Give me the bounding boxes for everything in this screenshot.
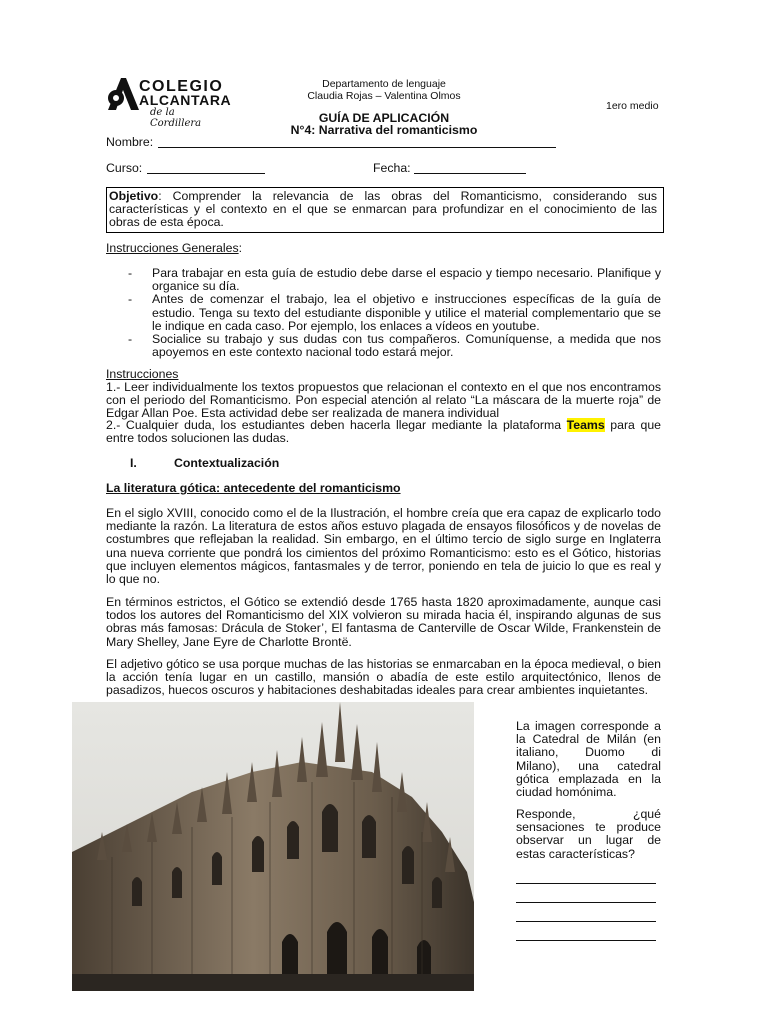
answer-line-3[interactable] [516, 921, 656, 922]
list-item-text: Antes de comenzar el trabajo, lea el objetivo e instrucciones específicas de la guía de estudio. Tenga su texto del estudiante disponible y utilice el material complementario que se le indique en cada caso. Por ejemplo, los enlaces a vídeos en youtube. [152, 292, 661, 333]
guide-title: GUÍA DE APLICACIÓN [318, 111, 450, 125]
level-label: 1ero medio [606, 100, 659, 112]
article-paragraph-1: En el siglo XVIII, conocido como el de la Ilustración, el hombre creía que era capaz de explicarlo todo mediante la razón. La literatura de estos años estuvo plagada de ensayos filosóficos y de novelas de costumbres que reflejaban la realidad. Sin embargo, en el último tercio de siglo surge en Inglaterra una nueva corriente que pondrá los cimientos del próximo Romanticismo: esto es el Gótico, historias que incluyen elementos mágicos, fantasmales y de terror, poniendo en tela de juicio lo que es real y lo que no. [106, 506, 661, 587]
instruction-2 [106, 419, 661, 445]
question-text: Responde, ¿qué sensaciones te produce observar un lugar de estas características? [516, 807, 661, 861]
objective-label: Objetivo [109, 189, 159, 203]
logo-line-3: de la Cordillera [150, 107, 202, 129]
logo-line-2: ALCANTARA [139, 92, 232, 108]
teams-highlight: Teams [566, 418, 605, 432]
answer-line-1[interactable] [516, 883, 656, 884]
logo-mark-icon [106, 76, 140, 112]
course-field[interactable] [147, 173, 265, 174]
article-paragraph-3: El adjetivo gótico se usa porque muchas de las historias se enmarcaban en la época medieval, o bien la acción tenía lugar en un castillo, mansión o abadía de este estilo arquitectónico, llenos de pasadizos, huecos oscuros y habitaciones deshabitadas ideales para crear ambientes inquietantes. [106, 657, 661, 698]
general-instructions-list [106, 267, 661, 359]
cathedral-image-icon [72, 702, 474, 991]
school-logo [106, 76, 232, 129]
instruction-1: 1.- Leer individualmente los textos propuestos que relacionan el contexto en el que nos encontramos con el periodo del Romanticismo. Pon especial atención al relato “La máscara de la muerte roja” de Edgar Allan Poe. Esta actividad debe ser realizada de manera individual [106, 380, 661, 421]
date-label: Fecha: [373, 161, 411, 175]
article-paragraph-2: En términos estrictos, el Gótico se extendió desde 1765 hasta 1820 aproximadamente, aunque casi todos los autores del Romanticismo del XIX volvieron su mirada hacia él, inspirando algunas de sus obras más famosas: Drácula de Stoker’, El fantasma de Canterville de Oscar Wilde, Frankenstein de Mary Shelley, Jane Eyre de Charlotte Brontë. [106, 595, 661, 649]
course-label: Curso: [106, 161, 143, 175]
bullet-dash: - [128, 266, 133, 280]
bullet-dash: - [128, 332, 133, 347]
name-field[interactable] [158, 147, 556, 148]
section-number: I. [130, 456, 137, 470]
article-heading: La literatura gótica: antecedente del romanticismo [106, 481, 401, 495]
general-instructions-title [106, 242, 242, 255]
general-instructions-colon: : [238, 241, 243, 255]
image-caption: La imagen corresponde a la Catedral de Milán (en italiano, Duomo di Milano), una catedral gótica emplazada en la ciudad homónima. [516, 719, 661, 800]
answer-line-2[interactable] [516, 902, 656, 903]
list-item [106, 333, 661, 359]
list-item-text: Para trabajar en esta guía de estudio debe darse el espacio y tiempo necesario. Planifique y organice su día. [152, 266, 661, 294]
objective-text: : Comprender la relevancia de las obras del Romanticismo, considerando sus características y el contexto en el que se enmarcan para profundizar en el conocimiento de las obras de esta época. [109, 189, 657, 230]
instruction-2-text: 2.- Cualquier duda, los estudiantes deben hacerla llegar mediante la plataforma [106, 418, 567, 432]
instruction-2-text-end: para que entre todos solucionen las dudas. [106, 418, 661, 446]
authors-label: Claudia Rojas – Valentina Olmos [307, 90, 461, 102]
guide-subtitle: N°4: Narrativa del romanticismo [290, 123, 478, 137]
cathedral-photo [72, 702, 474, 991]
name-label: Nombre: [106, 135, 154, 149]
general-instructions-title-text: Instrucciones Generales [106, 241, 239, 255]
instructions-title: Instrucciones [106, 367, 179, 381]
objective-box [106, 187, 664, 233]
list-item-text: Socialice su trabajo y sus dudas con tus compañeros. Comuníquense, a medida que nos apoyemos en este contexto nacional todo estará mejor. [152, 332, 661, 360]
section-title: Contextualización [174, 456, 280, 470]
bullet-dash: - [128, 292, 133, 307]
logo-line-1: COLEGIO [139, 78, 224, 95]
list-item [106, 267, 661, 293]
answer-line-4[interactable] [516, 940, 656, 941]
list-item [106, 293, 661, 333]
department-label: Departamento de lenguaje [322, 78, 446, 90]
date-field[interactable] [414, 173, 526, 174]
